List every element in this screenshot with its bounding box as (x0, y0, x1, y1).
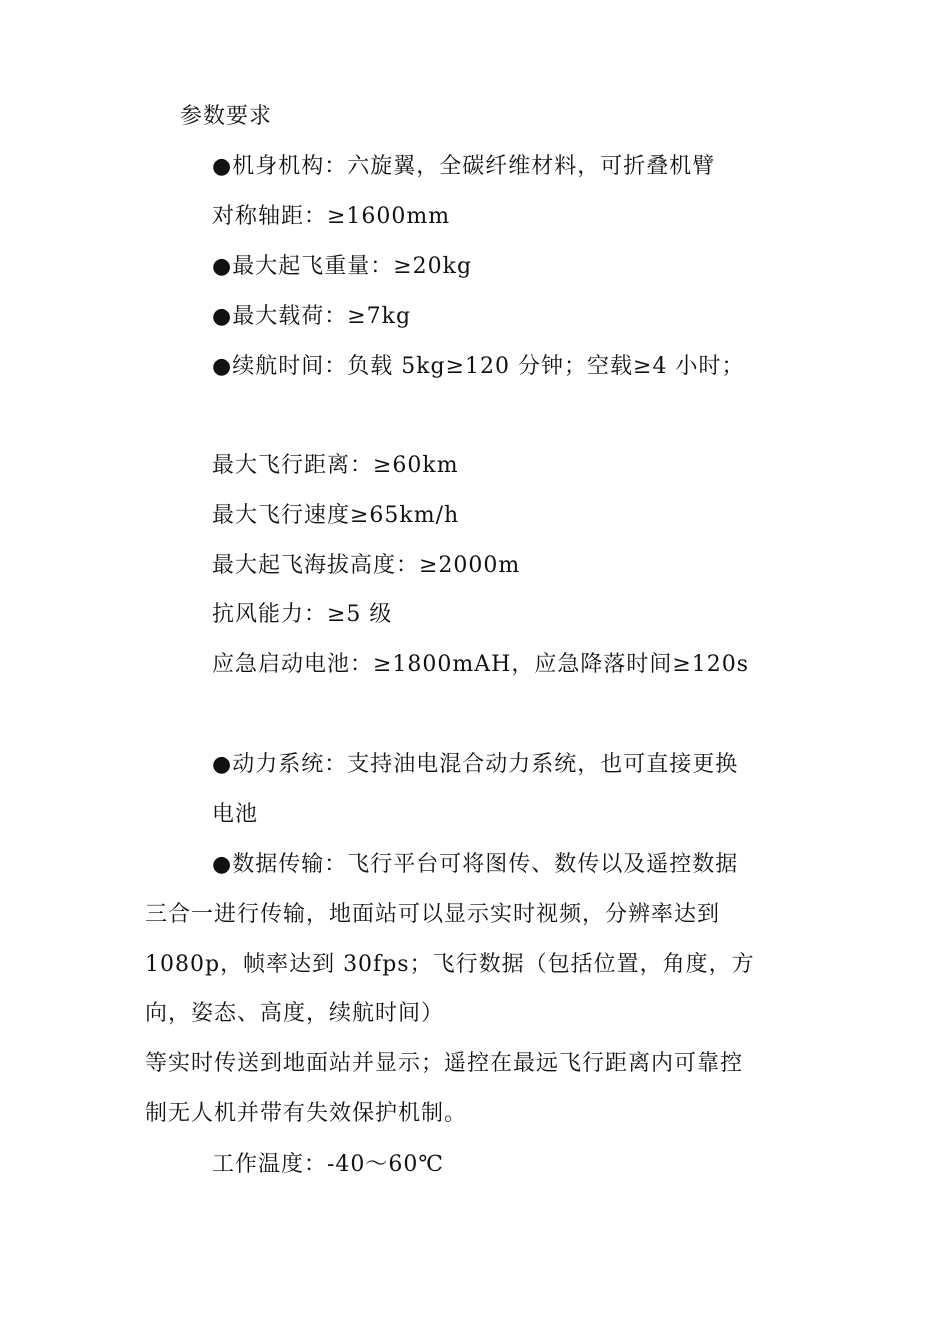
spec-airframe: ●机身机构：六旋翼，全碳纤维材料，可折叠机臂 (212, 154, 716, 179)
spec-data-transmission-line-3: 1080p，帧率达到 30fps；飞行数据（包括位置，角度，方 (145, 952, 755, 977)
spec-power-system: ●动力系统：支持油电混合动力系统，也可直接更换 (212, 752, 739, 777)
spec-power-system-cont: 电池 (212, 802, 259, 827)
spec-max-takeoff-altitude: 最大起飞海拔高度：≥2000m (212, 553, 521, 578)
spec-wind-resistance: 抗风能力：≥5 级 (212, 602, 393, 627)
spec-endurance: ●续航时间：负载 5kg≥120 分钟；空载≥4 小时； (212, 354, 745, 379)
spec-data-transmission-line-2: 三合一进行传输，地面站可以显示实时视频，分辨率达到 (145, 902, 721, 927)
spec-data-transmission: ●数据传输：飞行平台可将图传、数传以及遥控数据 (212, 852, 739, 877)
spec-max-flight-speed: 最大飞行速度≥65km/h (212, 503, 460, 528)
spec-data-transmission-line-6: 制无人机并带有失效保护机制。 (145, 1101, 468, 1126)
spec-operating-temperature: 工作温度：-40～60℃ (212, 1152, 445, 1177)
spec-emergency-battery: 应急启动电池：≥1800mAH，应急降落时间≥120s (212, 652, 750, 677)
spec-wheelbase: 对称轴距：≥1600mm (212, 204, 451, 229)
spec-max-takeoff-weight: ●最大起飞重量：≥20kg (212, 254, 473, 279)
spec-data-transmission-line-5: 等实时传送到地面站并显示；遥控在最远飞行距离内可靠控 (145, 1051, 744, 1076)
section-heading: 参数要求 (180, 104, 273, 129)
spec-data-transmission-line-4: 向，姿态、高度，续航时间） (145, 1001, 445, 1026)
spec-max-flight-distance: 最大飞行距离：≥60km (212, 453, 459, 478)
spec-max-payload: ●最大载荷：≥7kg (212, 304, 412, 329)
